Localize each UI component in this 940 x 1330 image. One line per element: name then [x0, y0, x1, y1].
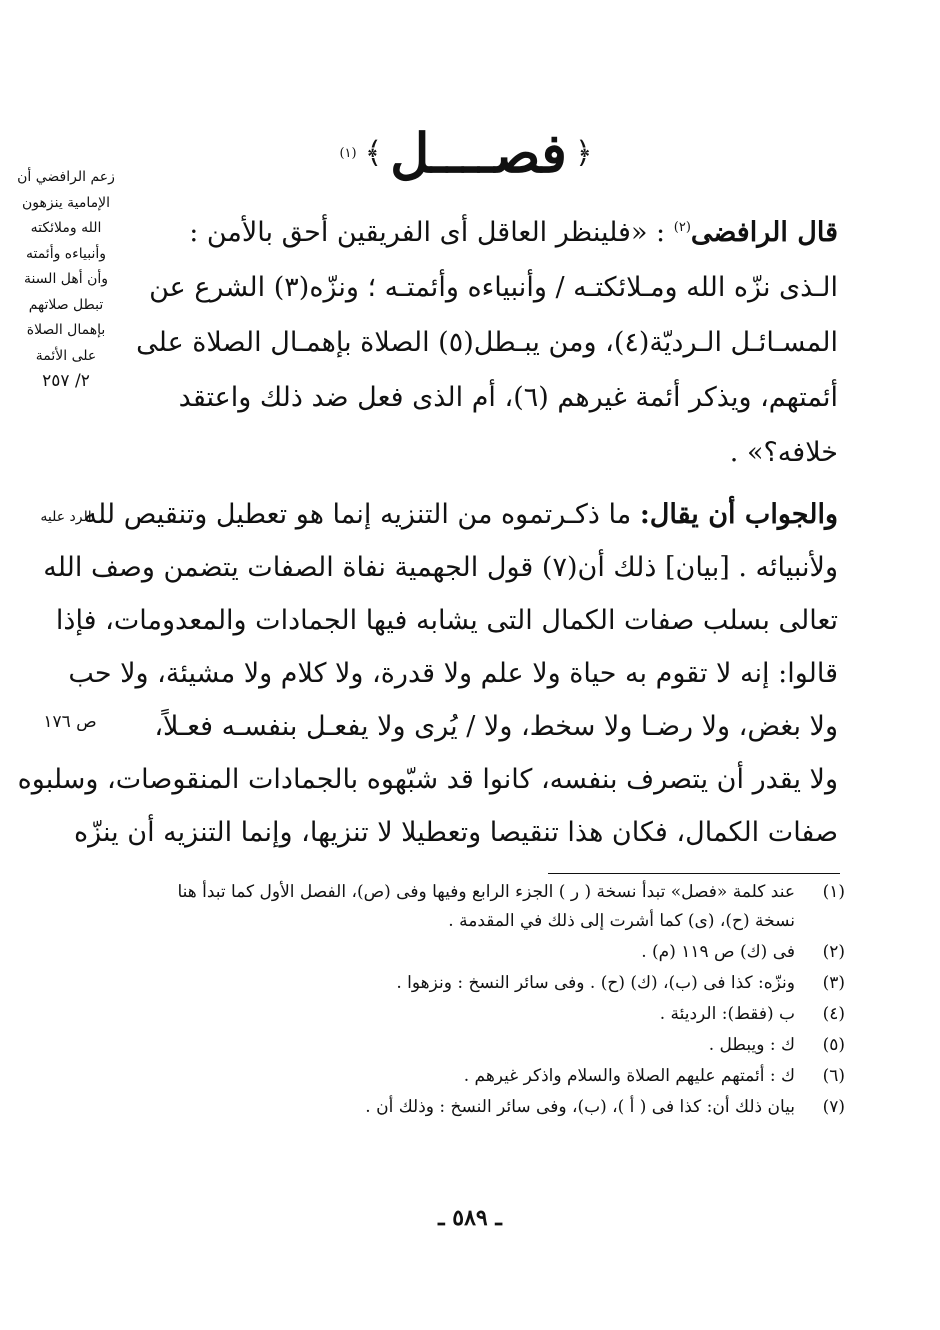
paragraph-lead: والجواب أن يقال:	[639, 499, 838, 530]
footnote-text: ونزّه: كذا فى (ب)، (ك) (ح) . وفى سائر النسخ : ونزهوا .	[396, 973, 795, 993]
paragraph-line: ولا يقدر أن يتصرف بنفسه، كانوا قد شبّهوه بالجمادات المنقوصات، وسلبوه	[17, 764, 838, 795]
footnote	[140, 938, 845, 967]
paragraph-lead: قال الرافضى	[690, 217, 838, 248]
margin-note-line: وأنبياءه وأئمته	[25, 245, 106, 262]
paragraph-line: ولا بغض، ولا رضـا ولا سخط، ولا / يُرى ولا يفعـل بنفسـه فعـلاً،	[154, 711, 838, 742]
footnote-text: ب (فقط): الرديئة .	[659, 1004, 795, 1024]
margin-note-line: زعم الرافضي أن	[17, 169, 115, 185]
margin-note-summary	[16, 165, 116, 395]
footnote	[140, 969, 845, 998]
footnote	[140, 1093, 845, 1122]
footnote-number: (٧)	[822, 1097, 845, 1117]
margin-note-line: على الأئمة	[35, 347, 97, 364]
section-heading	[300, 118, 640, 188]
ornament-right: ﴿	[574, 135, 593, 171]
paragraph-line-text: : «فلينظر العاقل أى الفريقين أحق بالأمن :	[189, 217, 666, 248]
footnote-number: (٦)	[822, 1066, 845, 1086]
ornament-left: ﴾	[364, 135, 383, 171]
footnote-number: (٣)	[822, 973, 845, 993]
margin-note-line: بإهمال الصلاة	[26, 322, 106, 338]
paragraph-line	[83, 488, 838, 541]
margin-note-line: وأن أهل السنة	[23, 271, 109, 287]
heading-title: فصــــل	[390, 121, 567, 185]
paragraph-line: صفات الكمال، فكان هذا تنقيصا وتعطيلا لا تنزيها، وإنما التنزيه أن ينزّه	[73, 817, 838, 848]
margin-note-response: الرد عليه	[40, 509, 92, 525]
footnote	[140, 1031, 845, 1060]
footnote-text: ك : أئمتهم عليهم الصلاة والسلام واذكر غيرهم .	[463, 1066, 795, 1086]
footnote-number: (٢)	[822, 942, 845, 962]
paragraph-line: قالوا: إنه لا تقوم به حياة ولا علم ولا قدرة، ولا كلام ولا مشيئة، ولا حب	[68, 658, 838, 689]
footnote-number: (٤)	[822, 1004, 845, 1024]
paragraph-line: أئمتهم، ويذكر أئمة غيرهم (٦)، أم الذى فعل ضد ذلك واعتقد	[178, 382, 838, 413]
margin-note-page-ref: ص ١٧٦	[43, 712, 97, 732]
footnote-number: (٥)	[822, 1035, 845, 1055]
paragraph-line-text: ما ذكـرتموه من التنزيه إنما هو تعطيل وتنقيص لله	[83, 499, 632, 530]
footnotes	[140, 878, 845, 1124]
footnote-divider	[548, 873, 840, 874]
footnote-text: فى (ك) ص ١١٩ (م) .	[641, 942, 795, 962]
footnote-text: عند كلمة «فصل» تبدأ نسخة ( ر ) الجزء الرابع وفيها وفى (ص)، الفصل الأول كما تبدأ هنا نسخة (ح)، (ى) كما أشرت إلى ذلك في المقدمة .	[177, 882, 795, 931]
paragraph-line: تعالى بسلب صفات الكمال التى يشابه فيها الجمادات والمعدومات، فإذا	[55, 605, 838, 636]
footnote-number: (١)	[822, 882, 845, 902]
margin-note-line: الله وملائكته	[30, 220, 102, 236]
footnote-text: بيان ذلك أن: كذا فى ( أ )، (ب)، وفى سائر النسخ : وذلك أن .	[365, 1097, 795, 1117]
footnote	[140, 878, 845, 936]
footnote	[140, 1062, 845, 1091]
margin-note-line: تبطل صلاتهم	[28, 296, 104, 313]
paragraph-line: خلافه؟» .	[729, 437, 838, 468]
margin-note-reference: ٢/ ٢٥٧	[42, 371, 90, 391]
footnote-ref: (٢)	[673, 220, 691, 235]
paragraph-rafidi-claim	[136, 200, 838, 480]
margin-note-line: الإمامية ينزهون	[21, 194, 111, 211]
footnote-text: ك : ويبطل .	[708, 1035, 795, 1055]
footnote	[140, 1000, 845, 1029]
paragraph-line	[143, 200, 838, 260]
heading-footnote-mark: (١)	[339, 145, 357, 161]
page-number: ـ ٥٨٩ ـ	[438, 1205, 502, 1231]
paragraph-line: المسـائـل الـرديّة(٤)، ومن يبـطل(٥) الصلاة بإهمـال الصلاة على	[136, 327, 838, 358]
paragraph-line: ولأنبيائه . [بيان] ذلك أن(٧) قول الجهمية نفاة الصفات يتضمن وصف الله	[43, 552, 838, 583]
paragraph-line: الـذى نزّه الله ومـلائكتـه / وأنبياءه وأئمتـه ؛ ونزّه(٣) الشرع عن	[149, 272, 838, 303]
